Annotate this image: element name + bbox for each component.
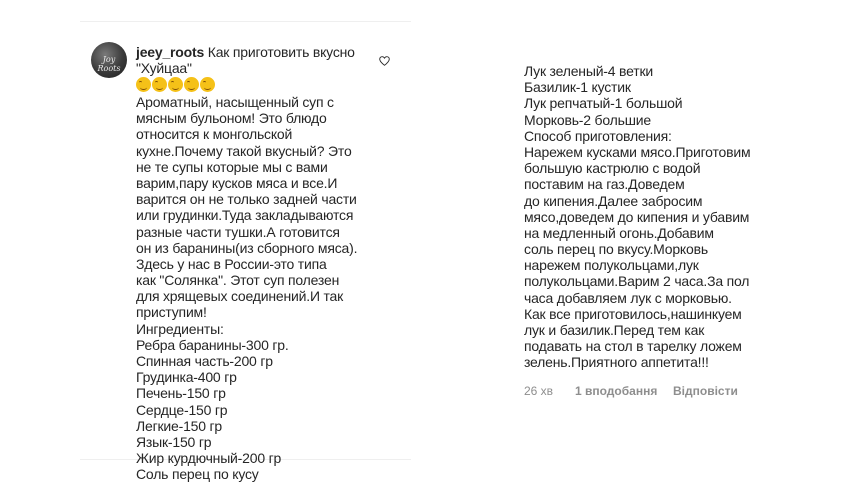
caption-line: приступим! [136, 304, 207, 321]
top-divider [80, 21, 411, 22]
caption-line: разные части тушки.А готовится [136, 223, 340, 240]
ingredient-line: Печень-150 гр [136, 385, 226, 402]
caption-line: варится он не только задней части [136, 191, 357, 208]
ingredient-line: Язык-150 гр [136, 433, 212, 450]
caption-line: большую кастрюлю с водой [524, 160, 701, 177]
caption-line: кухне.Почему такой вкусный? Это [136, 142, 352, 159]
caption-line: мясным бульоном! Это блюдо [136, 110, 327, 127]
caption-right-column [524, 63, 750, 371]
caption-line: лук и базилик.Перед тем как [524, 322, 705, 338]
avatar-logo-text: Joy Roots [97, 55, 121, 73]
caption-line: подавать на стол в тарелку ложем [524, 338, 742, 355]
timestamp[interactable]: 26 хв [524, 384, 554, 398]
ingredient-line: Легкие-150 гр [136, 417, 223, 434]
caption-line: соль перец по вкусу.Морковь [524, 241, 708, 258]
ingredient-line: Лук репчатый-1 большой [524, 95, 683, 112]
caption-line: варим,пару кусков мяса и все.И [136, 174, 338, 191]
heart-icon[interactable] [379, 56, 390, 66]
avatar[interactable] [91, 42, 127, 78]
emoji-row [136, 77, 215, 93]
caption-line: Нарежем кусками мясо.Приготовим [524, 143, 751, 160]
caption-line: часа добавляем лук с морковью. [524, 289, 732, 306]
reply-button[interactable]: Відповісти [673, 384, 738, 398]
smiling-face-emoji-icon [168, 77, 183, 92]
caption-line: зелень.Приятного аппетита!!! [524, 354, 709, 371]
smiling-face-emoji-icon [200, 77, 215, 92]
smiling-face-emoji-icon [136, 77, 151, 92]
caption-line: до кипения.Далее забросим [524, 192, 703, 209]
caption-line: или грудинки.Туда закладываются [136, 207, 354, 224]
ingredient-line: Соль перец по кусу [136, 466, 259, 483]
post-header [136, 44, 376, 76]
caption-line: для хрящевых соединений.И так [136, 288, 344, 305]
caption-line: Ароматный, насыщенный суп с [136, 94, 334, 110]
caption-line: нарежем полукольцами,лук [524, 257, 699, 274]
caption-line: поставим на газ.Доведем [524, 176, 685, 193]
caption-line: Ингредиенты: [136, 320, 224, 337]
username-link[interactable]: jeey_roots [136, 44, 205, 60]
ingredient-line: Сердце-150 гр [136, 401, 228, 418]
caption-line: относится к монгольской [136, 126, 293, 143]
caption-line: мясо,доведем до кипения и убавим [524, 208, 750, 225]
ingredient-line: Грудинка-400 гр [136, 369, 237, 386]
ingredient-line: Морковь-2 большие [524, 111, 651, 128]
ingredient-line: Базилик-1 кустик [524, 79, 631, 96]
likes-count-button[interactable]: 1 вподобання [575, 384, 658, 398]
caption-line: Как все приготовилось,нашинкуем [524, 305, 742, 322]
caption-line: как "Солянка". Этот суп полезен [136, 272, 340, 289]
caption-line: он из баранины(из сборного мяса). [136, 239, 358, 256]
caption-line: не те супы которые мы с вами [136, 158, 328, 175]
caption-left-column [136, 94, 357, 483]
smiling-face-emoji-icon [184, 77, 199, 92]
post-title: Как приготовить вкусно "Хуйцаа" [136, 44, 355, 76]
ingredient-line: Лук зеленый-4 ветки [524, 63, 654, 79]
ingredient-line: Спинная часть-200 гр [136, 353, 273, 369]
ingredient-line: Ребра баранины-300 гр. [136, 336, 289, 353]
caption-line: Способ приготовления: [524, 127, 672, 144]
smiling-face-emoji-icon [152, 77, 167, 92]
ingredient-line: Жир курдючный-200 гр [136, 450, 282, 467]
caption-line: Здесь у нас в России-это типа [136, 255, 327, 272]
caption-line: на медленный огонь.Добавим [524, 224, 714, 241]
caption-line: полукольцами.Варим 2 часа.За пол [524, 273, 750, 290]
